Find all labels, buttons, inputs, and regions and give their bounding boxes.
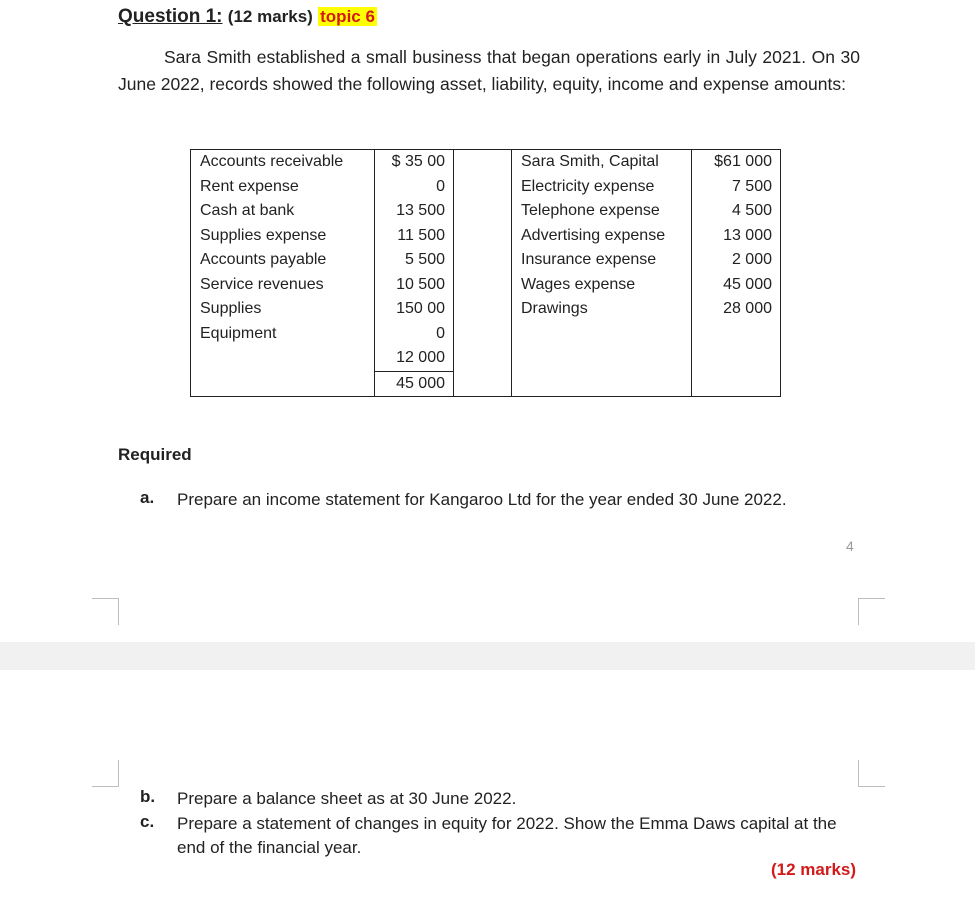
account-label: Drawings bbox=[521, 300, 588, 317]
account-label: Electricity expense bbox=[521, 177, 655, 195]
account-label: Insurance expense bbox=[521, 251, 657, 268]
question-marks: (12 marks) bbox=[227, 7, 313, 26]
account-label: Accounts receivable bbox=[200, 153, 344, 170]
account-amount: 13 500 bbox=[396, 202, 445, 219]
account-amount: 10 500 bbox=[396, 275, 445, 293]
account-amount: 11 500 bbox=[397, 226, 445, 244]
requirement-a bbox=[140, 488, 840, 514]
account-amount: 28 000 bbox=[723, 300, 772, 317]
account-label: Telephone expense bbox=[521, 202, 660, 219]
account-amount: 45 000 bbox=[375, 371, 453, 397]
account-amount: 12 000 bbox=[396, 349, 445, 366]
right-labels-column bbox=[512, 150, 692, 397]
requirement-text: Prepare a balance sheet as at 30 June 2022. bbox=[177, 789, 517, 808]
account-label: Service revenues bbox=[200, 275, 324, 293]
account-amount: 4 500 bbox=[731, 202, 772, 219]
account-amount: $61 000 bbox=[714, 153, 772, 170]
account-amount: 13 000 bbox=[723, 226, 772, 244]
intro-paragraph bbox=[118, 44, 860, 98]
requirement-letter: c. bbox=[140, 812, 155, 831]
account-amount: 2 000 bbox=[731, 251, 772, 268]
account-amount: $ 35 00 bbox=[391, 153, 445, 170]
question-title: Question 1: bbox=[118, 6, 223, 27]
account-label: Sara Smith, Capital bbox=[521, 153, 659, 170]
page-number: 4 bbox=[846, 538, 854, 554]
requirement-c bbox=[140, 812, 860, 862]
right-amounts-column bbox=[692, 150, 781, 397]
account-balances-table bbox=[190, 149, 781, 397]
intro-text: Sara Smith established a small business that began operations early in July 2021. On 30 June 2022, records showed the following asset, liability, equity, income and expense amounts: bbox=[118, 47, 860, 94]
question-heading bbox=[118, 6, 377, 28]
account-label: Advertising expense bbox=[521, 226, 666, 244]
crop-mark-icon bbox=[858, 760, 885, 787]
crop-mark-icon bbox=[92, 598, 119, 625]
page-break bbox=[0, 642, 975, 670]
account-label: Accounts payable bbox=[200, 251, 327, 268]
account-label: Supplies expense bbox=[200, 226, 327, 244]
requirement-text: Prepare a statement of changes in equity for 2022. Show the Emma Daws capital at the end of the financial year. bbox=[177, 814, 837, 857]
total-marks: (12 marks) bbox=[771, 860, 857, 879]
crop-mark-icon bbox=[92, 760, 119, 787]
account-amount: 45 000 bbox=[723, 275, 772, 293]
required-heading: Required bbox=[118, 445, 192, 464]
requirement-letter: b. bbox=[140, 787, 156, 806]
account-amount: 0 bbox=[436, 324, 445, 342]
account-label: Wages expense bbox=[521, 275, 636, 293]
spacer-column bbox=[454, 150, 512, 397]
account-label: Rent expense bbox=[200, 177, 299, 195]
account-label: Cash at bank bbox=[200, 202, 295, 219]
requirement-text: Prepare an income statement for Kangaroo Ltd for the year ended 30 June 2022. bbox=[177, 490, 787, 509]
account-amount: 7 500 bbox=[731, 177, 772, 195]
account-amount: 5 500 bbox=[404, 251, 445, 268]
left-amounts-column bbox=[375, 150, 454, 397]
topic-highlight: topic 6 bbox=[320, 7, 375, 26]
account-label: Equipment bbox=[200, 324, 277, 342]
requirement-b bbox=[140, 787, 860, 813]
account-amount: 0 bbox=[436, 177, 445, 195]
account-label: Supplies bbox=[200, 300, 262, 317]
account-amount: 150 00 bbox=[396, 300, 445, 317]
left-labels-column bbox=[191, 150, 375, 397]
requirement-letter: a. bbox=[140, 488, 155, 507]
crop-mark-icon bbox=[858, 598, 885, 625]
